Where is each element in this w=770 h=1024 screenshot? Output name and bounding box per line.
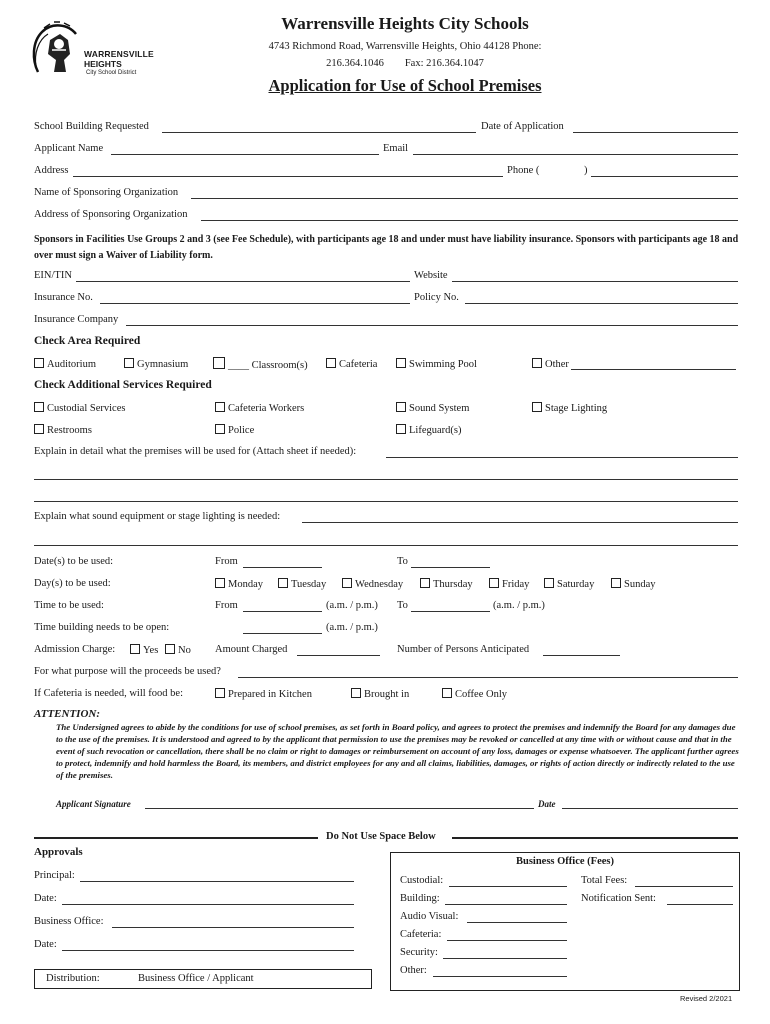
checkbox-label: Gymnasium bbox=[137, 359, 189, 370]
checkbox-wednesday[interactable] bbox=[342, 578, 403, 590]
dates-to-label: To bbox=[397, 556, 408, 567]
checkbox-icon bbox=[532, 402, 542, 412]
checkbox-icon bbox=[611, 578, 621, 588]
district-phone-fax: 216.364.1046 Fax: 216.364.1047 bbox=[326, 58, 484, 69]
checkbox-lifeguard[interactable] bbox=[396, 424, 461, 436]
checkbox-icon bbox=[215, 578, 225, 588]
checkbox-label: Sound System bbox=[409, 403, 470, 414]
checkbox-icon bbox=[396, 358, 406, 368]
logo-text-line2: HEIGHTS bbox=[84, 59, 122, 69]
checkbox-icon bbox=[213, 357, 225, 369]
principal-label: Principal: bbox=[34, 870, 75, 881]
explain-premises-line3[interactable] bbox=[34, 501, 738, 502]
checkbox-saturday[interactable] bbox=[544, 578, 594, 590]
notification-sent-field[interactable] bbox=[667, 904, 733, 905]
checkbox-prepared-in-kitchen[interactable] bbox=[215, 688, 312, 700]
district-title: Warrensville Heights City Schools bbox=[281, 14, 529, 33]
dates-to-field[interactable] bbox=[411, 567, 490, 568]
fee-custodial-label: Custodial: bbox=[400, 875, 444, 886]
checkbox-icon bbox=[278, 578, 288, 588]
checkbox-classroom[interactable] bbox=[213, 357, 308, 371]
checkbox-label: ____ Classroom(s) bbox=[228, 360, 308, 371]
checkbox-custodial[interactable] bbox=[34, 402, 125, 414]
time-to-field[interactable] bbox=[411, 611, 490, 612]
checkbox-other-area[interactable] bbox=[532, 358, 569, 370]
checkbox-label: Lifeguard(s) bbox=[409, 425, 462, 436]
open-time-field[interactable] bbox=[243, 633, 322, 634]
checkbox-icon bbox=[532, 358, 542, 368]
divider-left bbox=[34, 837, 318, 839]
policy-no-label: Policy No. bbox=[414, 292, 459, 303]
checkbox-label: Prepared in Kitchen bbox=[228, 689, 312, 700]
fee-cafeteria-field[interactable] bbox=[447, 940, 567, 941]
checkbox-auditorium[interactable] bbox=[34, 358, 96, 370]
district-address: 4743 Richmond Road, Warrensville Heights, Ohio 44128 Phone: bbox=[268, 41, 542, 52]
cafeteria-food-label: If Cafeteria is needed, will food be: bbox=[34, 688, 183, 699]
ein-label: EIN/TIN bbox=[34, 270, 72, 281]
approval-date2-label: Date: bbox=[34, 939, 57, 950]
school-building-field[interactable] bbox=[162, 132, 476, 133]
checkbox-label: No bbox=[178, 645, 191, 656]
checkbox-label: Restrooms bbox=[47, 425, 92, 436]
fee-other-label: Other: bbox=[400, 965, 427, 976]
checkbox-coffee-only[interactable] bbox=[442, 688, 507, 700]
insurance-company-field[interactable] bbox=[126, 325, 738, 326]
checkbox-icon bbox=[34, 358, 44, 368]
time-to-ampm: (a.m. / p.m.) bbox=[493, 600, 545, 611]
insurance-company-label: Insurance Company bbox=[34, 314, 119, 325]
checkbox-icon bbox=[165, 644, 175, 654]
distribution-value: Business Office / Applicant bbox=[138, 973, 254, 984]
address-label: Address bbox=[34, 165, 69, 176]
fee-audio-visual-label: Audio Visual: bbox=[400, 911, 459, 922]
policy-no-field[interactable] bbox=[465, 303, 738, 304]
checkbox-icon bbox=[396, 402, 406, 412]
checkbox-icon bbox=[124, 358, 134, 368]
email-label: Email bbox=[383, 143, 409, 154]
explain-sound-label: Explain what sound equipment or stage lighting is needed: bbox=[34, 511, 281, 522]
checkbox-label: Other bbox=[545, 359, 569, 370]
proceeds-field[interactable] bbox=[238, 677, 738, 678]
dates-label: Date(s) to be used: bbox=[34, 556, 114, 567]
checkbox-icon bbox=[351, 688, 361, 698]
business-office-field[interactable] bbox=[112, 927, 354, 928]
logo-text-line3: City School District bbox=[86, 70, 137, 76]
checkbox-label: Stage Lighting bbox=[545, 403, 608, 414]
checkbox-sunday[interactable] bbox=[611, 578, 656, 590]
attention-body: The Undersigned agrees to abide by the conditions for use of school premises, as set forth in Board policy, and agrees to protect the premises and indemnify the Board for any damages due to the use of the premises. It is understood and agreed to by the applicant that permission to use the premises may be revoked or cancelled at any time with or without cause and that in the event of such revocation or cancellation, there shall be no claim or right to damages or reimbursement on account of any loss, damages or expense whatsoever. The applicant further agrees to protect, indemnify and hold harmless the Board, its members, and district employees for any and all claims, liabilities, damages, or rights of action directly or indirectly related to the use of the premises. bbox=[56, 722, 739, 780]
checkbox-label: Thursday bbox=[433, 579, 473, 590]
applicant-name-field[interactable] bbox=[111, 154, 379, 155]
logo-text-line1: WARRENSVILLE bbox=[84, 49, 154, 59]
checkbox-icon bbox=[34, 424, 44, 434]
phone-label: Phone ( bbox=[507, 165, 540, 176]
sponsoring-org-address-field[interactable] bbox=[201, 220, 738, 221]
checkbox-monday[interactable] bbox=[215, 578, 263, 590]
checkbox-swimming-pool[interactable] bbox=[396, 358, 477, 370]
checkbox-label: Police bbox=[228, 425, 255, 436]
approvals-heading: Approvals bbox=[34, 846, 83, 858]
check-area-heading: Check Area Required bbox=[34, 335, 141, 347]
signature-date-label: Date bbox=[538, 799, 556, 809]
divider-right bbox=[452, 837, 738, 839]
checkbox-icon bbox=[215, 688, 225, 698]
business-office-label: Business Office: bbox=[34, 916, 104, 927]
fee-cafeteria-label: Cafeteria: bbox=[400, 929, 442, 940]
fees-title: Business Office (Fees) bbox=[516, 856, 614, 867]
checkbox-label: Tuesday bbox=[291, 579, 327, 590]
time-from-field[interactable] bbox=[243, 611, 322, 612]
persons-field[interactable] bbox=[543, 655, 620, 656]
fee-custodial-field[interactable] bbox=[449, 886, 567, 887]
checkbox-label: Custodial Services bbox=[47, 403, 126, 414]
revision-note: Revised 2/2021 bbox=[680, 994, 733, 1003]
checkbox-label: Cafeteria Workers bbox=[228, 403, 305, 414]
sponsoring-org-name-label: Name of Sponsoring Organization bbox=[34, 187, 179, 198]
time-to-label: To bbox=[397, 600, 408, 611]
explain-premises-label: Explain in detail what the premises will be used for (Attach sheet if needed): bbox=[34, 446, 357, 457]
checkbox-label: Cafeteria bbox=[339, 359, 378, 370]
checkbox-label: Coffee Only bbox=[455, 689, 508, 700]
days-label: Day(s) to be used: bbox=[34, 578, 111, 589]
checkbox-icon bbox=[215, 402, 225, 412]
time-label: Time to be used: bbox=[34, 600, 104, 611]
amount-charged-label: Amount Charged bbox=[215, 644, 288, 655]
checkbox-police[interactable] bbox=[215, 424, 254, 436]
fee-other-field[interactable] bbox=[433, 976, 567, 977]
checkbox-label: Sunday bbox=[624, 579, 656, 590]
signature-field[interactable] bbox=[145, 808, 534, 809]
insurance-notice: Sponsors in Facilities Use Groups 2 and 3 (see Fee Schedule), with participants age 18 and under must have liability insurance. Sponsors with participants age 18 and over must sign a Waiver of Liability form. bbox=[34, 234, 739, 261]
approval-date1-label: Date: bbox=[34, 893, 57, 904]
address-field[interactable] bbox=[73, 176, 503, 177]
fee-security-label: Security: bbox=[400, 947, 438, 958]
sponsoring-org-name-field[interactable] bbox=[191, 198, 738, 199]
checkbox-tuesday[interactable] bbox=[278, 578, 326, 590]
school-building-label: School Building Requested bbox=[34, 121, 149, 132]
time-from-label: From bbox=[215, 600, 238, 611]
insurance-no-field[interactable] bbox=[100, 303, 410, 304]
checkbox-cafeteria-workers[interactable] bbox=[215, 402, 304, 414]
phone-paren: ) bbox=[584, 165, 588, 176]
signature-label: Applicant Signature bbox=[56, 799, 131, 809]
checkbox-thursday[interactable] bbox=[420, 578, 473, 590]
fee-building-label: Building: bbox=[400, 893, 440, 904]
phone-field[interactable] bbox=[591, 176, 738, 177]
checkbox-icon bbox=[442, 688, 452, 698]
distribution-label: Distribution: bbox=[46, 973, 100, 984]
business-office-fees-box bbox=[390, 852, 740, 991]
checkbox-icon bbox=[420, 578, 430, 588]
time-from-ampm: (a.m. / p.m.) bbox=[326, 600, 378, 611]
date-of-application-label: Date of Application bbox=[481, 121, 564, 132]
fee-audio-visual-field[interactable] bbox=[467, 922, 567, 923]
checkbox-admission-no[interactable] bbox=[165, 644, 191, 656]
checkbox-icon bbox=[326, 358, 336, 368]
applicant-name-label: Applicant Name bbox=[34, 143, 104, 154]
checkbox-label: Brought in bbox=[364, 689, 410, 700]
explain-sound-field[interactable] bbox=[302, 522, 738, 523]
dates-from-label: From bbox=[215, 556, 238, 567]
persons-label: Number of Persons Anticipated bbox=[397, 644, 530, 655]
fee-building-field[interactable] bbox=[445, 904, 567, 905]
total-fees-field[interactable] bbox=[635, 886, 733, 887]
checkbox-label: Saturday bbox=[557, 579, 595, 590]
proceeds-label: For what purpose will the proceeds be used? bbox=[34, 666, 221, 677]
checkbox-icon bbox=[396, 424, 406, 434]
dates-from-field[interactable] bbox=[243, 567, 322, 568]
office-use-divider-label: Do Not Use Space Below bbox=[326, 831, 436, 842]
explain-sound-line2[interactable] bbox=[34, 545, 738, 546]
insurance-no-label: Insurance No. bbox=[34, 292, 93, 303]
checkbox-icon bbox=[489, 578, 499, 588]
explain-premises-line2[interactable] bbox=[34, 479, 738, 480]
website-field[interactable] bbox=[452, 281, 738, 282]
checkbox-label: Wednesday bbox=[355, 579, 404, 590]
amount-charged-field[interactable] bbox=[297, 655, 380, 656]
checkbox-icon bbox=[34, 402, 44, 412]
email-field[interactable] bbox=[413, 154, 738, 155]
checkbox-cafeteria[interactable] bbox=[326, 358, 377, 370]
services-heading: Check Additional Services Required bbox=[34, 379, 212, 391]
date-of-application-field[interactable] bbox=[573, 132, 738, 133]
checkbox-admission-yes[interactable] bbox=[130, 644, 158, 656]
approval-date1-field[interactable] bbox=[62, 904, 354, 905]
checkbox-label: Yes bbox=[143, 645, 159, 656]
distribution-box bbox=[34, 969, 372, 989]
total-fees-label: Total Fees: bbox=[581, 875, 628, 886]
checkbox-gymnasium[interactable] bbox=[124, 358, 188, 370]
open-time-ampm: (a.m. / p.m.) bbox=[326, 622, 378, 633]
sponsoring-org-address-label: Address of Sponsoring Organization bbox=[34, 209, 188, 220]
other-area-field[interactable] bbox=[571, 369, 736, 370]
form-title: Application for Use of School Premises bbox=[268, 76, 542, 95]
checkbox-stage-lighting[interactable] bbox=[532, 402, 607, 414]
checkbox-label: Friday bbox=[502, 579, 530, 590]
checkbox-restrooms[interactable] bbox=[34, 424, 92, 436]
checkbox-sound-system[interactable] bbox=[396, 402, 469, 414]
checkbox-icon bbox=[130, 644, 140, 654]
admission-label: Admission Charge: bbox=[34, 644, 116, 655]
explain-premises-field[interactable] bbox=[386, 457, 738, 458]
checkbox-icon bbox=[215, 424, 225, 434]
checkbox-icon bbox=[342, 578, 352, 588]
checkbox-friday[interactable] bbox=[489, 578, 529, 590]
checkbox-label: Auditorium bbox=[47, 359, 96, 370]
checkbox-icon bbox=[544, 578, 554, 588]
ein-field[interactable] bbox=[76, 281, 410, 282]
notification-sent-label: Notification Sent: bbox=[581, 893, 656, 904]
website-label: Website bbox=[414, 270, 448, 281]
checkbox-brought-in[interactable] bbox=[351, 688, 409, 700]
approval-date2-field[interactable] bbox=[62, 950, 354, 951]
attention-heading: ATTENTION: bbox=[34, 708, 100, 720]
open-time-label: Time building needs to be open: bbox=[34, 622, 170, 633]
fee-security-field[interactable] bbox=[443, 958, 567, 959]
principal-field[interactable] bbox=[80, 881, 354, 882]
signature-date-field[interactable] bbox=[562, 808, 738, 809]
checkbox-label: Swimming Pool bbox=[409, 359, 477, 370]
checkbox-label: Monday bbox=[228, 579, 263, 590]
